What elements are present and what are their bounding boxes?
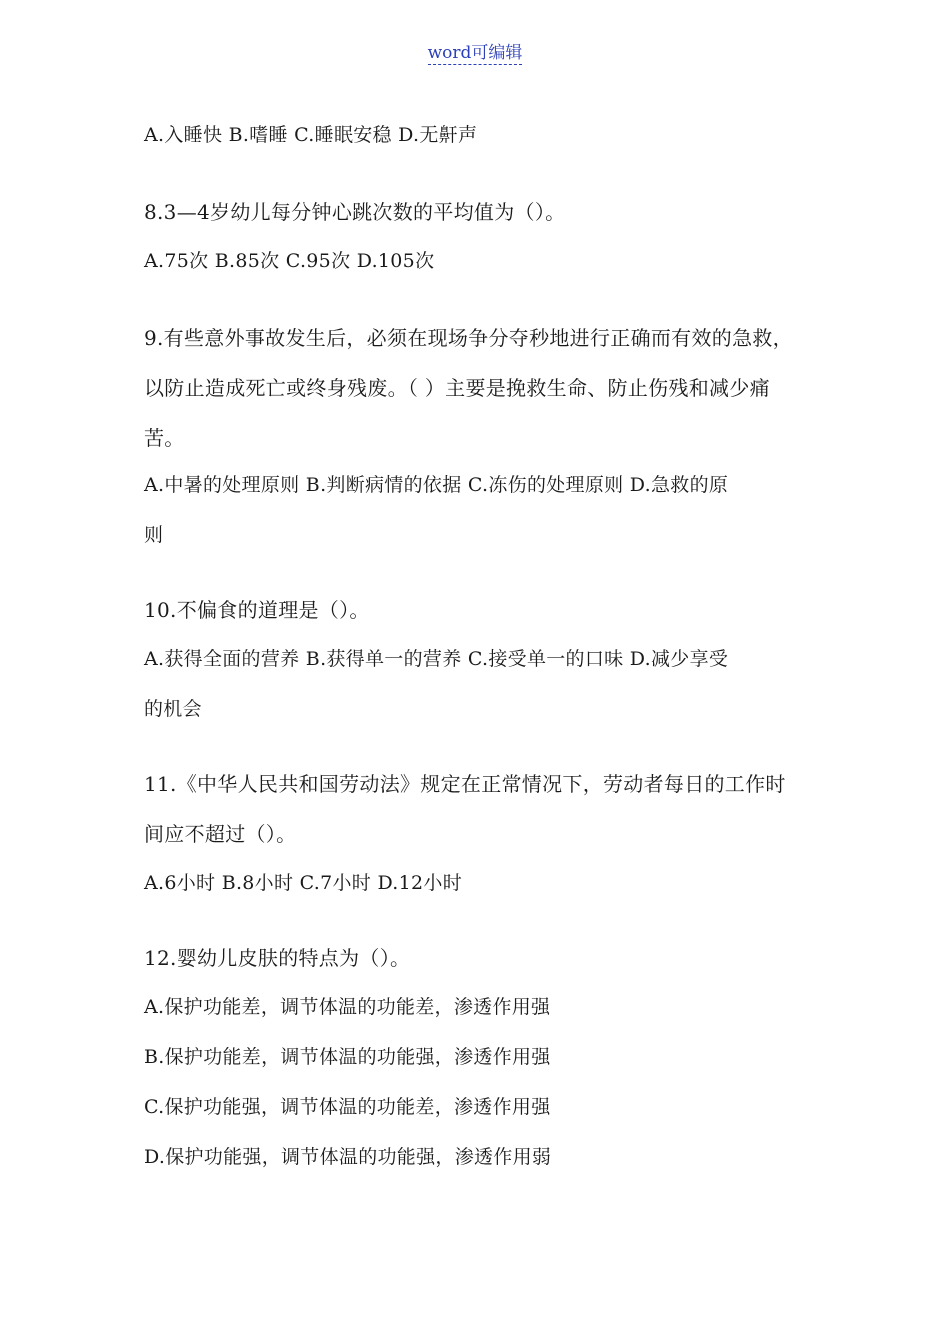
q11-options: A.6小时 B.8小时 C.7小时 D.12小时 (144, 872, 463, 894)
q10-stem: 10.不偏食的道理是（）。 (144, 598, 370, 622)
q12-option-b: B.保护功能差，调节体温的功能强，渗透作用强 (144, 1046, 551, 1068)
q8-options: A.75次 B.85次 C.95次 D.105次 (144, 250, 435, 272)
q10-options-line1: A.获得全面的营养 B.获得单一的营养 C.接受单一的口味 D.减少享受 (144, 648, 729, 670)
header-link[interactable]: word可编辑 (427, 43, 523, 63)
q12-option-a: A.保护功能差，调节体温的功能差，渗透作用强 (144, 996, 551, 1018)
q12-stem: 12.婴幼儿皮肤的特点为（）。 (144, 946, 411, 970)
q12-option-d: D.保护功能强，调节体温的功能强，渗透作用弱 (144, 1146, 552, 1168)
q7-options: A.入睡快 B.嗜睡 C.睡眠安稳 D.无鼾声 (144, 124, 478, 146)
q11-stem-line1: 11.《中华人民共和国劳动法》规定在正常情况下，劳动者每日的工作时 (144, 772, 786, 796)
q12-option-c: C.保护功能强，调节体温的功能差，渗透作用强 (144, 1096, 551, 1118)
q10-options-line2: 的机会 (144, 698, 202, 720)
q9-stem-line2: 以防止造成死亡或终身残废。（ ）主要是挽救生命、防止伤残和减少痛 (144, 376, 770, 400)
page-header (0, 38, 950, 63)
q11-stem-line2: 间应不超过（）。 (144, 822, 297, 846)
q9-stem-line1: 9.有些意外事故发生后，必须在现场争分夺秒地进行正确而有效的急救， (144, 326, 793, 350)
q9-options-line1: A.中暑的处理原则 B.判断病情的依据 C.冻伤的处理原则 D.急救的原 (144, 474, 729, 496)
q9-stem-line3: 苦。 (144, 426, 185, 450)
q8-stem: 8.3—4岁幼儿每分钟心跳次数的平均值为（）。 (144, 200, 566, 224)
q9-options-line2: 则 (144, 524, 164, 546)
